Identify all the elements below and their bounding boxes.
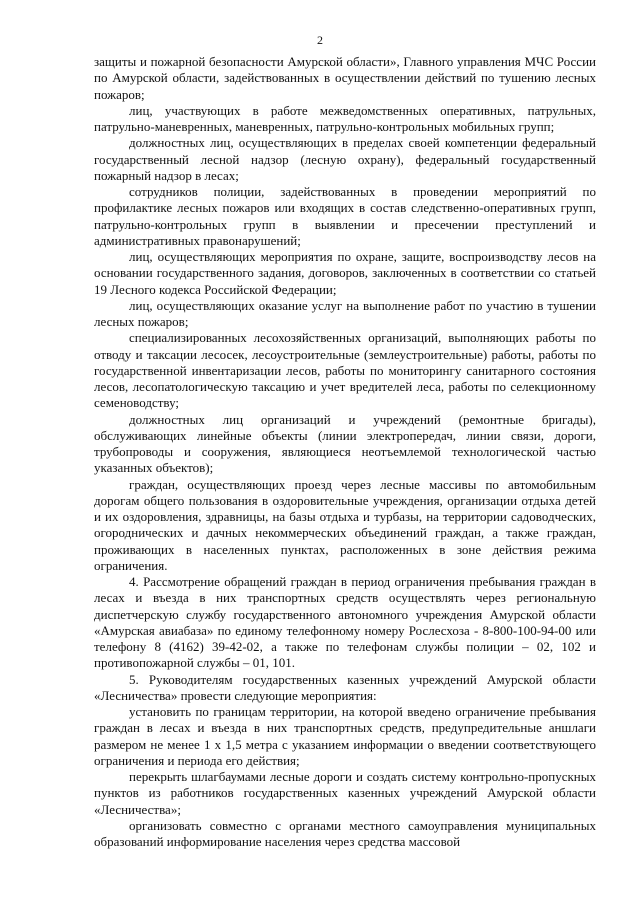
- paragraph: защиты и пожарной безопасности Амурской области», Главного управления МЧС России по Амурской области, задействованных в осуществлении действий по тушению лесных пожаров;: [94, 54, 596, 102]
- paragraph: 5. Руководителям государственных казенных учреждений Амурской области «Лесничества» провести следующие мероприятия:: [94, 671, 596, 703]
- paragraph: лиц, участвующих в работе межведомственных оперативных, патрульных, патрульно-маневренных, маневренных, патрульно-контрольных мобильных групп;: [94, 102, 596, 134]
- paragraph: должностных лиц, осуществляющих в пределах своей компетенции федеральный государственный лесной надзор (лесную охрану), федеральный государственный пожарный надзор в лесах;: [94, 135, 596, 183]
- paragraph: установить по границам территории, на которой введено ограничение пребывания граждан в лесах и въезда в них транспортных средств, предупредительные аншлаги размером не менее 1 х 1,5 метра с указанием информации о введении соответствующего ограничения и периода его действия;: [94, 704, 596, 768]
- paragraph: 4. Рассмотрение обращений граждан в период ограничения пребывания граждан в лесах и въезда в них транспортных средств осуществлять через региональную диспетчерскую службу государственного автономного учреждения Амурской области «Амурская авиабаза» по единому телефонному номеру Рослесхоза - 8-800-100-94-00 или телефону 8 (4162) 39-42-02, а также по телефонам службы полиции – 02, 102 и противопожарной службы – 01, 101.: [94, 574, 596, 671]
- document-body: [94, 54, 596, 850]
- paragraph: перекрыть шлагбаумами лесные дороги и создать систему контрольно-пропускных пунктов из работников государственных казенных учреждений Амурской области «Лесничества»;: [94, 769, 596, 817]
- paragraph: специализированных лесохозяйственных организаций, выполняющих работы по отводу и таксации лесосек, лесоустроительные (землеустроительные) работы, работы по государственной инвентаризации лесов, работы по мониторингу санитарного состояния лесов, лесопатологическую таксацию и учет вредителей леса, работы по селекционному семеноводству;: [94, 330, 596, 411]
- paragraph: лиц, осуществляющих оказание услуг на выполнение работ по участию в тушении лесных пожаров;: [94, 297, 596, 329]
- paragraph: лиц, осуществляющих мероприятия по охране, защите, воспроизводству лесов на основании государственного задания, договоров, заключенных в соответствии со статьей 19 Лесного кодекса Российской Федерации;: [94, 249, 596, 297]
- paragraph: организовать совместно с органами местного самоуправления муниципальных образований информирование населения через средства массовой: [94, 817, 596, 849]
- paragraph: сотрудников полиции, задействованных в проведении мероприятий по профилактике лесных пожаров или входящих в состав следственно-оперативных групп, патрульно-контрольных групп в выявлении и пресечении преступлений и административных правонарушений;: [94, 184, 596, 248]
- paragraph: должностных лиц организаций и учреждений (ремонтные бригады), обслуживающих линейные объекты (линии электропередач, линии связи, дороги, трубопроводы и сооружения, являющиеся неотъемлемой технологической частью указанных объектов);: [94, 411, 596, 476]
- paragraph: граждан, осуществляющих проезд через лесные массивы по автомобильным дорогам общего пользования в оздоровительные учреждения, организации отдыха детей и их оздоровления, здравницы, на базы отдыха и турбазы, на территории садоводческих, огороднических и дачных некоммерческих объединений граждан, а также граждан, проживающих в населенных пунктах, расположенных в зоне действия режима ограничения.: [94, 476, 596, 573]
- page-number: 2: [317, 33, 323, 47]
